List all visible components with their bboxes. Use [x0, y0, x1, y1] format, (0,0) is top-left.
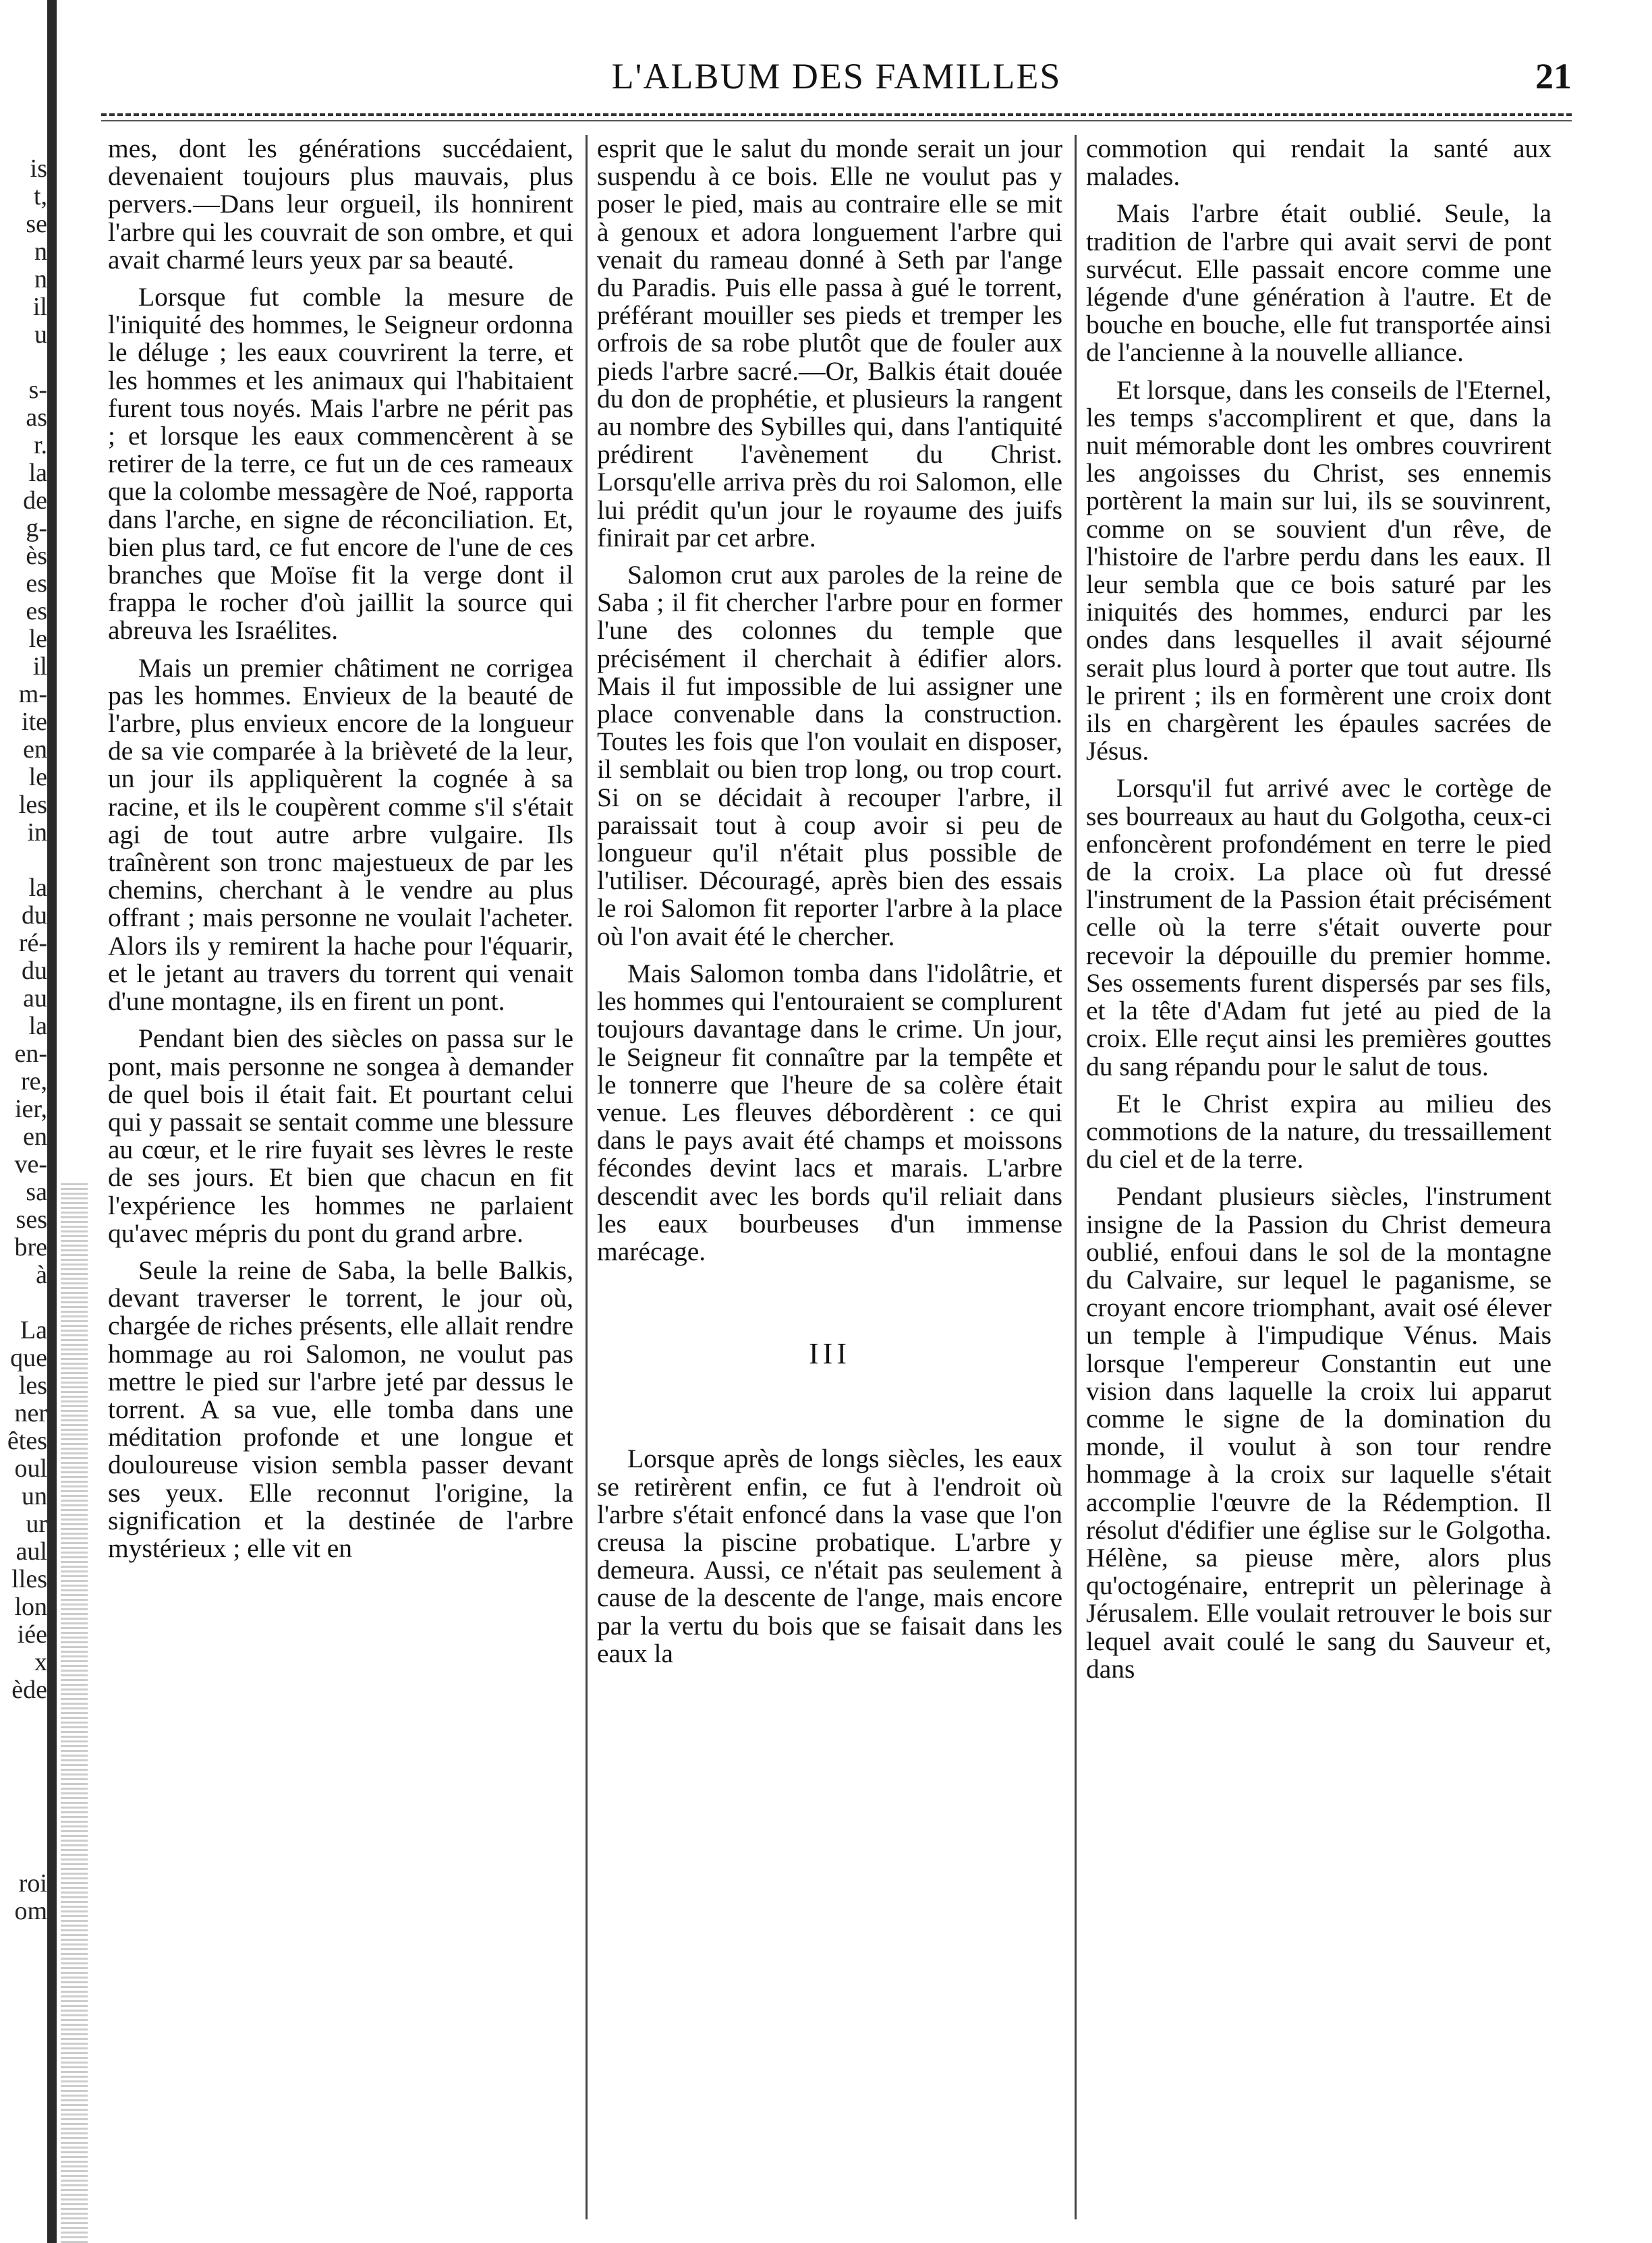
- header-rule-secondary: [101, 120, 1572, 121]
- header-rule: [101, 113, 1572, 116]
- text-column-2: [597, 135, 1062, 2213]
- margin-fragment: en-: [14, 1040, 47, 1068]
- paragraph: mes, dont les générations succédaient, devenaient toujours plus mauvais, plus pervers.—Dans leur orgueil, ils honnirent l'arbre qui les couvrait de son ombre, et qui avait charmé leurs yeux par sa beauté.: [108, 135, 573, 275]
- margin-fragment: que: [10, 1344, 47, 1372]
- margin-fragment: in: [27, 819, 47, 847]
- text-column-3: [1086, 135, 1551, 2213]
- page-header: [101, 55, 1572, 109]
- margin-fragment: g-: [26, 515, 47, 542]
- margin-fragment: m-: [18, 681, 47, 708]
- margin-fragment: [0, 847, 47, 874]
- margin-fragment: t,: [33, 183, 47, 210]
- margin-fragment: sa: [26, 1179, 47, 1206]
- margin-fragment: les: [18, 1372, 47, 1400]
- margin-fragment: r.: [33, 432, 47, 459]
- margin-fragment: es: [26, 598, 47, 625]
- paragraph: Lorsque fut comble la mesure de l'iniquité des hommes, le Seigneur ordonna le déluge ; les eaux couvrirent la terre, et les hommes et les animaux qui l'habitaient furent tous noyés. Mais l'arbre ne périt pas ; et lorsque les eaux commencèrent à se retirer de la terre, ce fut un de ces rameaux que la colombe messagère de Noé, rapporta dans l'arche, en signe de réconciliation. Et, bien plus tard, ce fut encore de l'une de ces branches que Moïse fit la verge dont il frappa le rocher d'où jaillit la source qui abreuva les Israélites.: [108, 282, 573, 646]
- margin-fragment: [0, 1704, 47, 1732]
- paragraph: Pendant bien des siècles on passa sur le pont, mais personne ne songea à demander de quel bois il était fait. Et pourtant celui qui y passait se sentait comme une blessure au cœur, et le rire fuyait ses lèvres le reste de ses jours. Et bien que chacun en fit l'expérience les hommes ne parlaient qu'avec mépris du pont du grand arbre.: [108, 1023, 573, 1248]
- running-title: L'ALBUM DES FAMILLES: [611, 56, 1062, 96]
- margin-fragment: lon: [14, 1593, 47, 1621]
- column-divider-2: [1075, 135, 1077, 2219]
- column-2-upper: [597, 135, 1062, 1266]
- page-number: 21: [1535, 56, 1572, 96]
- margin-fragment: [0, 1289, 47, 1317]
- left-margin-fragments: [0, 155, 47, 2213]
- paragraph: Salomon crut aux paroles de la reine de Saba ; il fit chercher l'arbre pour en former l'une des colonnes du temple que précisément il cherchait à édifier alors. Mais il fut impossible de lui assigner une place convenable dans la construction. Toutes les fois que l'on voulait en disposer, il semblait ou bien trop long, ou trop court. Si on se décidait à recouper l'arbre, il paraissait tout à coup avoir si peu de longueur qu'il n'était plus possible de l'utiliser. Découragé, après bien des essais le roi Salomon fit reporter l'arbre à la place où l'on avait été le chercher.: [597, 560, 1062, 951]
- margin-fragment: un: [22, 1483, 47, 1510]
- margin-fragment: lles: [11, 1566, 47, 1593]
- margin-fragment: [0, 1815, 47, 1842]
- margin-fragment: re,: [20, 1068, 47, 1096]
- margin-fragment: aul: [16, 1538, 47, 1566]
- margin-fragment: [0, 1732, 47, 1759]
- margin-fragment: iée: [17, 1621, 47, 1649]
- margin-fragment: du: [22, 902, 47, 930]
- paragraph: Lorsqu'il fut arrivé avec le cortège de ses bourreaux au haut du Golgotha, ceux-ci enfoncèrent profondément en terre le pied de la croix. La place où fut dressé l'instrument de la Passion était précisément celle où la terre s'était ouverte pour recevoir la dépouille du premier homme. Ses ossements furent dispersés par ses fils, et la tête d'Adam fut jeté au pied de la croix. Elle reçut ainsi les premières gouttes du sang répandu pour le salut de tous.: [1086, 773, 1551, 1081]
- margin-fragment: x: [34, 1649, 47, 1676]
- paragraph: Et lorsque, dans les conseils de l'Eternel, les temps s'accomplirent et que, dans la nuit mémorable dont les ombres couvrirent les angoisses du Christ, ses ennemis portèrent la main sur lui, ils se souvinrent, comme on se souvient d'un rêve, de l'histoire de l'arbre perdu dans les eaux. Il leur sembla que ce bois saturé par les iniquités des hommes, endurci par les ondes dans lesquelles il avait séjourné serait plus lourd à porter que tout autre. Ils le prirent ; ils en formèrent une croix dont ils en chargèrent les épaules sacrées de Jésus.: [1086, 374, 1551, 766]
- margin-fragment: es: [26, 570, 47, 598]
- margin-fragment: n: [34, 266, 47, 293]
- margin-fragment: s-: [28, 376, 47, 404]
- text-column-1: [108, 135, 573, 2213]
- scan-edge-texture: [61, 1181, 88, 2243]
- paragraph: Lorsque après de longs siècles, les eaux se retirèrent enfin, ce fut à l'endroit où l'arbre s'était enfoncé dans la vase que l'on creusa la piscine probatique. L'arbre y demeura. Aussi, ce n'était pas seulement à cause de la descente de l'ange, mais encore par la vertu du bois que se faisait dans les eaux la: [597, 1444, 1062, 1668]
- paragraph: Mais un premier châtiment ne corrigea pas les hommes. Envieux de la beauté de l'arbre, plus envieux encore de la longueur de sa vie comparée à la brièveté de la leur, un jour ils appliquèrent la cognée à sa racine, et ils le coupèrent comme s'il s'était agi de tout autre arbre vulgaire. Ils traînèrent son tronc majestueux de par les chemins, cherchant à le vendre au plus offrant ; mais personne ne voulait l'acheter. Alors ils y remirent la hache pour l'équarir, et le jetant au travers du torrent qui venait d'une montagne, ils en firent un pont.: [108, 652, 573, 1017]
- margin-fragment: êtes: [7, 1427, 47, 1455]
- margin-fragment: u: [34, 321, 47, 349]
- margin-fragment: [0, 349, 47, 376]
- paragraph: Pendant plusieurs siècles, l'instrument insigne de la Passion du Christ demeura oublié, enfoui dans le sol de la montagne du Calvaire, sur lequel le paganisme, se croyant encore triomphant, avait osé élever un temple à l'impudique Vénus. Mais lorsque l'empereur Constantin eut une vision dans laquelle la croix lui apparut comme le signe de la domination du monde, il voulut à son tour rendre hommage à la croix sur laquelle s'était accomplie l'œuvre de la Rédemption. Il résolut d'édifier une église sur le Golgotha. Hélène, sa pieuse mère, alors plus qu'octogénaire, entreprit un pèlerinage à Jérusalem. Elle voulait retrouver le bois sur lequel avait coulé le sang du Sauveur et, dans: [1086, 1181, 1551, 1684]
- margin-fragment: ner: [14, 1400, 47, 1427]
- margin-fragment: oul: [14, 1455, 47, 1483]
- margin-fragment: bre: [14, 1234, 47, 1261]
- margin-fragment: ses: [16, 1206, 47, 1234]
- margin-fragment: [0, 1842, 47, 1870]
- paragraph: Mais Salomon tomba dans l'idolâtrie, et les hommes qui l'entouraient se complurent toujours davantage dans le crime. Un jour, le Seigneur fit connaître par la tempête et le tonnerre que l'heure de sa colère était venue. Les fleuves débordèrent : ce qui dans le pays avait été champs et moissons fécondes devint lacs et marais. L'arbre descendit avec les bords qu'il reliait dans les eaux bourbeuses d'un immense marécage.: [597, 958, 1062, 1266]
- margin-fragment: la: [28, 874, 47, 902]
- column-2-lower: [597, 1445, 1062, 1668]
- margin-fragment: les: [18, 791, 47, 819]
- margin-fragment: ré-: [18, 930, 47, 957]
- paragraph: esprit que le salut du monde serait un jour suspendu à ce bois. Elle ne voulut pas y poser le pied, mais au contraire elle se mit à genoux et adora longuement l'arbre qui venait du rameau donné à Seth par l'ange du Paradis. Puis elle passa à gué le torrent, préférant mouiller ses pieds et tremper les orfrois de sa robe plutôt que de fouler aux pieds l'arbre sacré.—Or, Balkis était douée du don de prophétie, et plusieurs la rangent au nombre des Sybilles qui, dans l'antiquité prédirent l'avènement du Christ. Lorsqu'elle arriva près du roi Salomon, elle lui prédit qu'un jour le royaume des juifs finirait par cet arbre.: [597, 135, 1062, 552]
- margin-fragment: as: [26, 404, 47, 432]
- margin-fragment: il: [32, 653, 47, 681]
- paragraph: Mais l'arbre était oublié. Seule, la tradition de l'arbre qui avait servi de pont survécut. Elle passait encore comme une légende d'une génération à l'autre. Et de bouche en bouche, elle fut transportée ainsi de l'ancienne à la nouvelle alliance.: [1086, 198, 1551, 368]
- margin-fragment: la: [28, 1013, 47, 1040]
- margin-fragment: ve-: [14, 1151, 47, 1179]
- paragraph: Et le Christ expira au milieu des commotions de la nature, du tressaillement du ciel et de la terre.: [1086, 1088, 1551, 1174]
- margin-fragment: en: [23, 1123, 47, 1151]
- margin-fragment: [0, 1787, 47, 1815]
- margin-fragment: à: [36, 1261, 47, 1289]
- margin-fragment: la: [28, 459, 47, 487]
- margin-fragment: le: [28, 764, 47, 791]
- margin-fragment: roi: [18, 1870, 47, 1898]
- margin-fragment: ite: [22, 708, 47, 736]
- margin-fragment: ède: [11, 1676, 47, 1704]
- margin-fragment: au: [23, 985, 47, 1013]
- margin-fragment: ur: [26, 1510, 47, 1538]
- column-divider-1: [586, 135, 588, 2219]
- margin-fragment: le: [28, 625, 47, 653]
- paragraph: Seule la reine de Saba, la belle Balkis, devant traverser le torrent, le jour où, chargée de riches présents, elle allait rendre hommage au roi Salomon, ne voulut pas mettre le pied sur l'arbre jeté par dessus le torrent. A sa vue, elle tomba dans une méditation profonde et une longue et douloureuse vision sembla passer devant ses yeux. Elle reconnut l'origine, la signification et la destinée de l'arbre mystérieux ; elle vit en: [108, 1255, 573, 1563]
- margin-fragment: de: [23, 487, 47, 515]
- margin-fragment: se: [26, 210, 47, 238]
- margin-fragment: om: [14, 1898, 47, 1925]
- section-numeral: III: [809, 1337, 851, 1371]
- margin-fragment: ier,: [14, 1096, 47, 1123]
- margin-fragment: [0, 1759, 47, 1787]
- margin-fragment: du: [22, 957, 47, 985]
- paragraph: commotion qui rendait la santé aux malades.: [1086, 135, 1551, 192]
- margin-fragment: en: [23, 736, 47, 764]
- margin-fragment: n: [34, 238, 47, 266]
- scan-edge-shadow: [47, 0, 57, 2243]
- margin-fragment: ès: [26, 542, 47, 570]
- margin-fragment: is: [30, 155, 47, 183]
- margin-fragment: il: [32, 293, 47, 321]
- margin-fragment: La: [20, 1317, 47, 1344]
